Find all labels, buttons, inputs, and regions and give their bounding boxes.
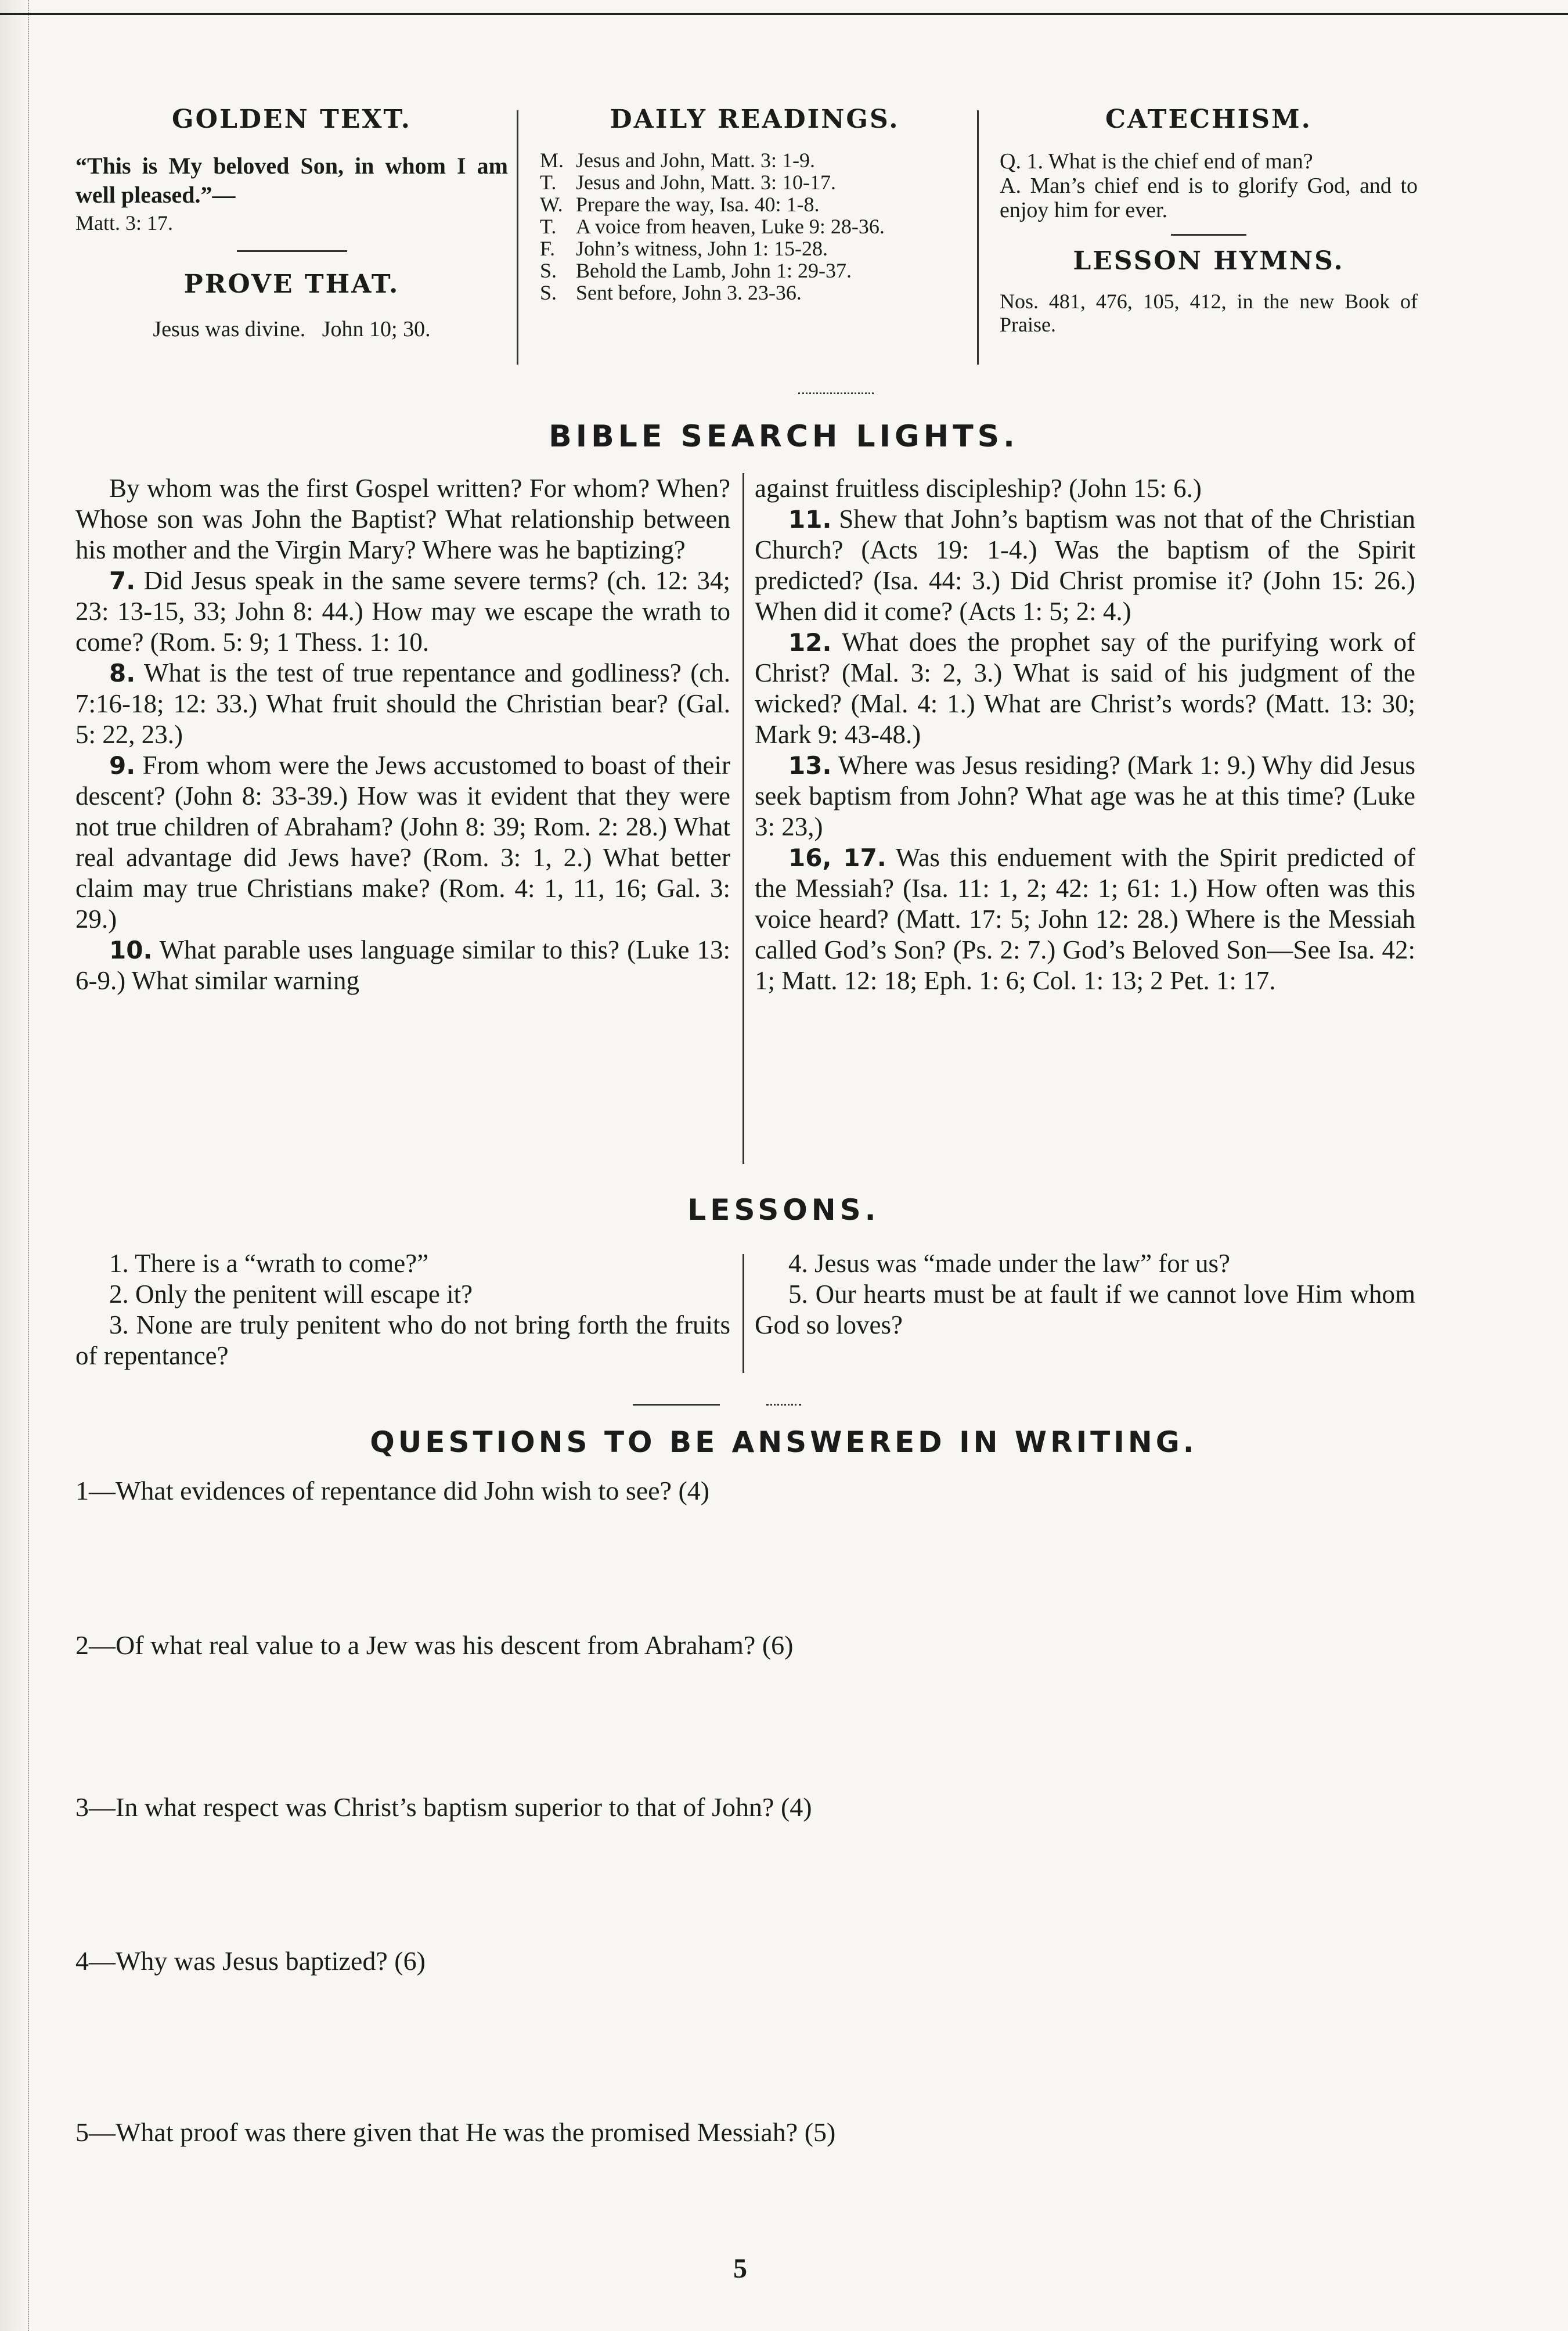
lessons-heading: LESSONS. — [687, 1193, 880, 1227]
search-item-text: Did Jesus speak in the same severe terms? (ch. 12: 34; 23: 13-15, 33; John 8: 44.) How may we escape the wrath to come? (Rom. 5: 9; 1 Thess. 1: 10. — [75, 566, 730, 657]
search-item-text: Was this enduement with the Spirit predicted of the Messiah? (Isa. 11: 1, 2; 42: 1; 61: 1.) How often was this voice heard? (Matt. 17: 5; John 12: 28.) Where is the Messiah called God’s Son? (Ps. 2: 7.) God’s Beloved Son—See Isa. 42: 1; Matt. 12: 18; Eph. 1: 6; Col. 1: 13; 2 Pet. 1: 17. — [755, 843, 1415, 995]
search-item — [75, 565, 730, 658]
reading-day: W. — [540, 193, 563, 216]
top-rule — [0, 13, 1568, 15]
reading-item — [540, 260, 969, 282]
bible-search-column-rule — [742, 473, 744, 1164]
search-item-text: Shew that John’s baptism was not that of the Christian Church? (Acts 19: 1-4.) Was the baptism of the Spirit predicted? (Isa. 44: 3.) Did Christ promise it? (John 15: 26.) When did it come? (Acts 1: 5; 2: 4.) — [755, 505, 1416, 626]
golden-text-ref: Matt. 3: 17. — [75, 211, 173, 235]
search-item-number: 13. — [788, 751, 832, 780]
reading-item — [540, 237, 969, 260]
prove-that-text: Jesus was divine. — [153, 317, 306, 341]
search-item-text: By whom was the first Gospel written? For whom? When? Whose son was John the Baptist? What relationship between his mother and the Virgin Mary? Where was he baptizing? — [75, 474, 730, 564]
daily-readings-list — [540, 149, 969, 304]
search-item — [755, 627, 1415, 750]
lesson-hymns-heading: LESSON HYMNS. — [1073, 246, 1344, 276]
golden-text-divider — [237, 250, 347, 252]
prove-that-heading: PROVE THAT. — [183, 269, 400, 299]
search-item — [75, 750, 730, 935]
search-item-text: What does the prophet say of the purifying work of Christ? (Mal. 3: 2, 3.) What is said of his judgment of the wicked? (Mal. 4: 1.) What are Christ’s words? (Matt. 13: 30; Mark 9: 43-48.) — [755, 628, 1416, 749]
page-number: 5 — [733, 2253, 747, 2284]
lesson-item: 2. Only the penitent will escape it? — [109, 1280, 473, 1309]
reading-text: Sent before, John 3. 23-36. — [576, 281, 802, 304]
binding-gutter — [0, 0, 29, 2331]
lesson-item: 4. Jesus was “made under the law” for us? — [788, 1249, 1231, 1278]
question-2: 2—Of what real value to a Jew was his descent from Abraham? (6) — [75, 1630, 794, 1660]
search-item — [755, 473, 1415, 504]
questions-heading: QUESTIONS TO BE ANSWERED IN WRITING. — [370, 1425, 1198, 1459]
search-item-number: 10. — [109, 936, 153, 964]
section-ornament — [798, 392, 874, 396]
reading-text: John’s witness, John 1: 15-28. — [576, 237, 828, 260]
search-item — [755, 750, 1415, 842]
reading-day: F. — [540, 237, 556, 260]
lessons-divider-dots — [766, 1404, 801, 1407]
reading-item — [540, 149, 969, 171]
reading-day: M. — [540, 149, 564, 172]
search-item-text: against fruitless discipleship? (John 15: 6.) — [755, 474, 1202, 503]
search-item-text: What is the test of true repentance and godliness? (ch. 7:16-18; 12: 33.) What fruit should the Christian bear? (Gal. 5: 22, 23.) — [75, 658, 731, 749]
reading-text: A voice from heaven, Luke 9: 28-36. — [576, 215, 885, 238]
reading-item — [540, 171, 969, 193]
reading-item — [540, 193, 969, 215]
reading-text: Prepare the way, Isa. 40: 1-8. — [576, 193, 820, 216]
lesson-item: 1. There is a “wrath to come?” — [109, 1249, 429, 1278]
search-item-text: Where was Jesus residing? (Mark 1: 9.) Why did Jesus seek baptism from John? What age was he at this time? (Luke 3: 23,) — [755, 751, 1415, 841]
search-item — [755, 504, 1415, 627]
golden-text-section — [75, 105, 508, 343]
question-5: 5—What proof was there given that He was the promised Messiah? (5) — [75, 2117, 836, 2147]
search-item — [75, 473, 730, 565]
golden-text-heading: GOLDEN TEXT. — [172, 105, 412, 134]
catechism-question: Q. 1. What is the chief end of man? — [1000, 149, 1313, 174]
search-item-number: 9. — [109, 751, 136, 780]
question-4: 4—Why was Jesus baptized? (6) — [75, 1946, 426, 1976]
prove-that-ref: John 10; 30. — [322, 317, 431, 341]
reading-item — [540, 282, 969, 304]
golden-text-body: “This is My beloved Son, in whom I am well pleased.”— — [75, 153, 508, 208]
lesson-item: 3. None are truly penitent who do not bring forth the fruits of repentance? — [75, 1310, 730, 1370]
bible-search-right-column — [755, 473, 1415, 996]
search-item-number: 16, 17. — [788, 844, 886, 872]
search-item-number: 11. — [788, 505, 832, 534]
catechism-section — [1000, 105, 1418, 336]
reading-day: T. — [540, 171, 557, 194]
search-item — [755, 842, 1415, 996]
search-item-number: 8. — [109, 659, 136, 687]
reading-text: Jesus and John, Matt. 3: 10-17. — [576, 171, 836, 194]
reading-text: Jesus and John, Matt. 3: 1-9. — [576, 149, 815, 172]
daily-readings-section — [540, 105, 969, 304]
header-rule-1 — [517, 110, 518, 365]
header-rule-2 — [977, 110, 979, 365]
reading-day: S. — [540, 281, 557, 304]
catechism-answer: A. Man’s chief end is to glorify God, and to enjoy him for ever. — [1000, 174, 1418, 222]
lessons-column-rule — [742, 1254, 744, 1373]
search-item — [75, 935, 730, 996]
reading-day: S. — [540, 259, 557, 282]
lessons-divider — [633, 1404, 720, 1406]
search-item-number: 7. — [109, 567, 136, 595]
lesson-hymns-text: Nos. 481, 476, 105, 412, in the new Book of Praise. — [1000, 290, 1418, 336]
reading-item — [540, 215, 969, 237]
question-3: 3—In what respect was Christ’s baptism superior to that of John? (4) — [75, 1792, 812, 1822]
search-item — [75, 658, 730, 750]
lessons-left-column — [75, 1248, 730, 1371]
bible-search-heading: BIBLE SEARCH LIGHTS. — [549, 419, 1019, 454]
question-1: 1—What evidences of repentance did John wish to see? (4) — [75, 1476, 710, 1505]
bible-search-left-column — [75, 473, 730, 996]
search-item-text: From whom were the Jews accustomed to boast of their descent? (John 8: 33-39.) How was it evident that they were not true children of Abraham? (John 8: 39; Rom. 2: 28.) What real advantage did Jews have? (Rom. 3: 1, 2.) What better claim may true Christians make? (Rom. 4: 1, 11, 16; Gal. 3: 29.) — [75, 751, 731, 934]
reading-text: Behold the Lamb, John 1: 29-37. — [576, 259, 852, 282]
prove-that-body — [75, 315, 508, 343]
search-item-text: What parable uses language similar to this? (Luke 13: 6-9.) What similar warning — [75, 935, 730, 995]
lessons-right-column — [755, 1248, 1415, 1341]
catechism-heading: CATECHISM. — [1105, 105, 1312, 134]
lesson-item: 5. Our hearts must be at fault if we cannot love Him whom God so loves? — [755, 1280, 1415, 1339]
search-item-number: 12. — [788, 628, 832, 657]
reading-day: T. — [540, 215, 557, 238]
daily-readings-heading: DAILY READINGS. — [610, 105, 900, 134]
catechism-divider — [1171, 234, 1246, 236]
